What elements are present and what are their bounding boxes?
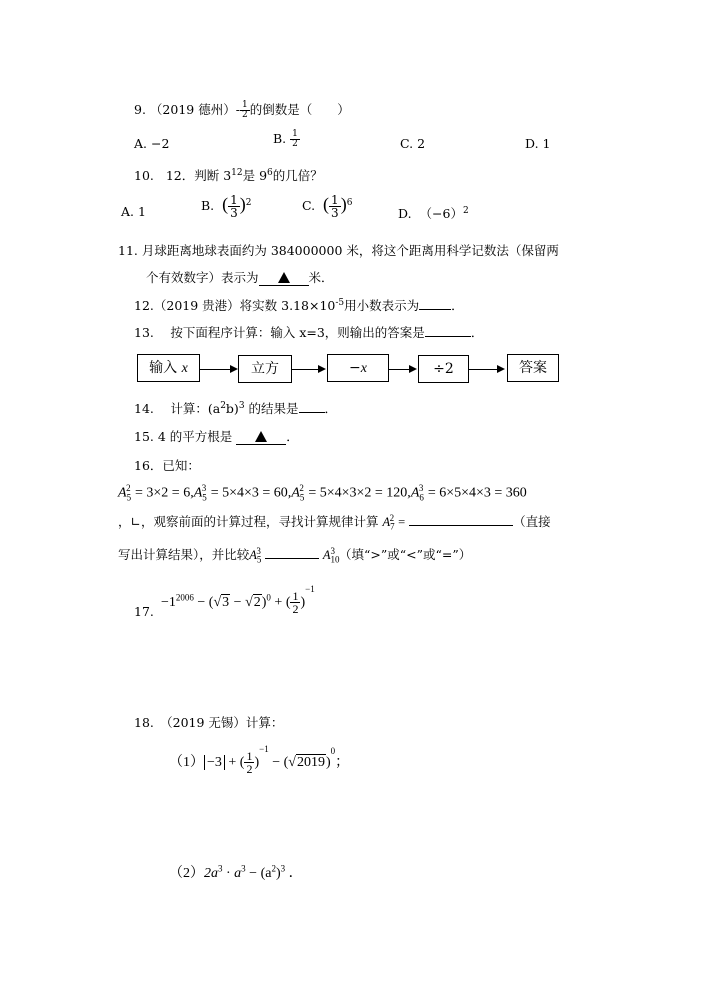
q11-answer-blank[interactable] bbox=[259, 270, 309, 286]
arrow-right-icon bbox=[230, 365, 238, 373]
q14-stem: 14. 计算：$(a^2b)^3$ 的结果是 ． bbox=[134, 400, 338, 416]
q17-expression: $-1^{2006} - (√3 - √2)^0$ + ( $\frac{1}{2}$ )$^{-1}$ bbox=[161, 584, 315, 617]
q17-number: 17. bbox=[134, 604, 154, 619]
q9-fraction: $\frac{1}{2}$ bbox=[241, 100, 248, 120]
q9-option-d: D. 1 bbox=[525, 136, 551, 151]
arrow-right-icon bbox=[318, 365, 326, 373]
flow-arrow bbox=[468, 369, 498, 370]
q9-option-c: C. 2 bbox=[400, 136, 426, 151]
q16-line3: 写出计算结果），并比较$A_5^3$ $A_{10}^3$ （填“>”或“<”或“=”） bbox=[118, 545, 472, 565]
q10-number: 10. bbox=[134, 168, 154, 183]
flow-arrow bbox=[291, 369, 319, 370]
q13-answer-blank[interactable] bbox=[425, 336, 471, 337]
q9-question: 的倒数是（ ） bbox=[249, 102, 350, 117]
q9-number: 9. bbox=[134, 102, 146, 117]
q9-option-a: A. −2 bbox=[134, 136, 170, 151]
q16-number: 16．已知： bbox=[134, 458, 200, 473]
flow-answer-box: 答案 bbox=[507, 354, 559, 382]
arrow-right-icon bbox=[497, 365, 505, 373]
q18-part1: （1） −3 + ( $\frac{1}{2}$ )$^{-1} - (√2019)^0$； bbox=[169, 744, 350, 777]
triangle-icon bbox=[255, 431, 267, 442]
q10-option-b: B. ( $\frac{1}{3}$ )$^2$ bbox=[201, 193, 252, 220]
q9-source: （2019 德州） bbox=[149, 102, 236, 117]
q18-title: 18. （2019 无锡）计算： bbox=[134, 715, 284, 730]
flow-minus-x-box: −x bbox=[327, 354, 389, 382]
flow-arrow bbox=[199, 369, 231, 370]
q12-answer-blank[interactable] bbox=[419, 309, 451, 310]
flow-divide-box: ÷2 bbox=[418, 355, 469, 383]
triangle-icon bbox=[278, 272, 290, 283]
q12-stem: 12.（2019 贵港）将实数 $3.18\times 10^{-5}$用小数表示为 ． bbox=[134, 297, 464, 313]
q16-formula: $A_5^2 = 3\times 2 = 6,A_5^3 = 5\times 4\times 3 = 60,A_5^2 = 5\times 4\times 3\times 2 = 120,A_6^3 = 6\times 5\times 4\times 3 = 360$ bbox=[118, 483, 527, 503]
q10-stem: 10. 12．判断 $3^{12}$是 $9^6$的几倍？ bbox=[134, 167, 323, 183]
q10-option-d: D. $(-6)^2$ bbox=[398, 205, 469, 221]
q13-stem: 13. 按下面程序计算：输入 x=3，则输出的答案是 ． bbox=[134, 325, 484, 340]
q9-option-b: B. $\frac{1}{2}$ bbox=[273, 129, 298, 149]
flow-input-box: 输入 x bbox=[137, 354, 200, 382]
q14-answer-blank[interactable] bbox=[299, 412, 325, 413]
q16-answer-blank-2[interactable] bbox=[265, 558, 319, 559]
q18-part2: $(2)2a^3 \cdot a^3 - (a^2)^3$ ． bbox=[169, 863, 303, 881]
q10-option-c: C. ( $\frac{1}{3}$ )$^6$ bbox=[302, 193, 353, 220]
q10-option-a: A. 1 bbox=[121, 204, 146, 219]
flow-cube-box: 立方 bbox=[238, 355, 292, 383]
q9-minus: - bbox=[235, 102, 240, 117]
q11-line2: 个有效数字）表示为 米． bbox=[146, 270, 334, 285]
flow-arrow bbox=[388, 369, 410, 370]
q16-line2: ，∟，观察前面的计算过程，寻找计算规律计算 $A_7^2$ = （直接 bbox=[118, 512, 551, 532]
q16-answer-blank-1[interactable] bbox=[409, 525, 513, 526]
q11-line1: 11. 月球距离地球表面约为 384000000 米，将这个距离用科学记数法（保留两 bbox=[118, 243, 559, 258]
arrow-right-icon bbox=[409, 365, 417, 373]
q15-stem: 15. 4 的平方根是 ． bbox=[134, 429, 299, 444]
q9-stem bbox=[134, 100, 350, 120]
q15-answer-blank[interactable] bbox=[236, 429, 286, 445]
q9-option-b-fraction: $\frac{1}{2}$ bbox=[292, 129, 298, 149]
